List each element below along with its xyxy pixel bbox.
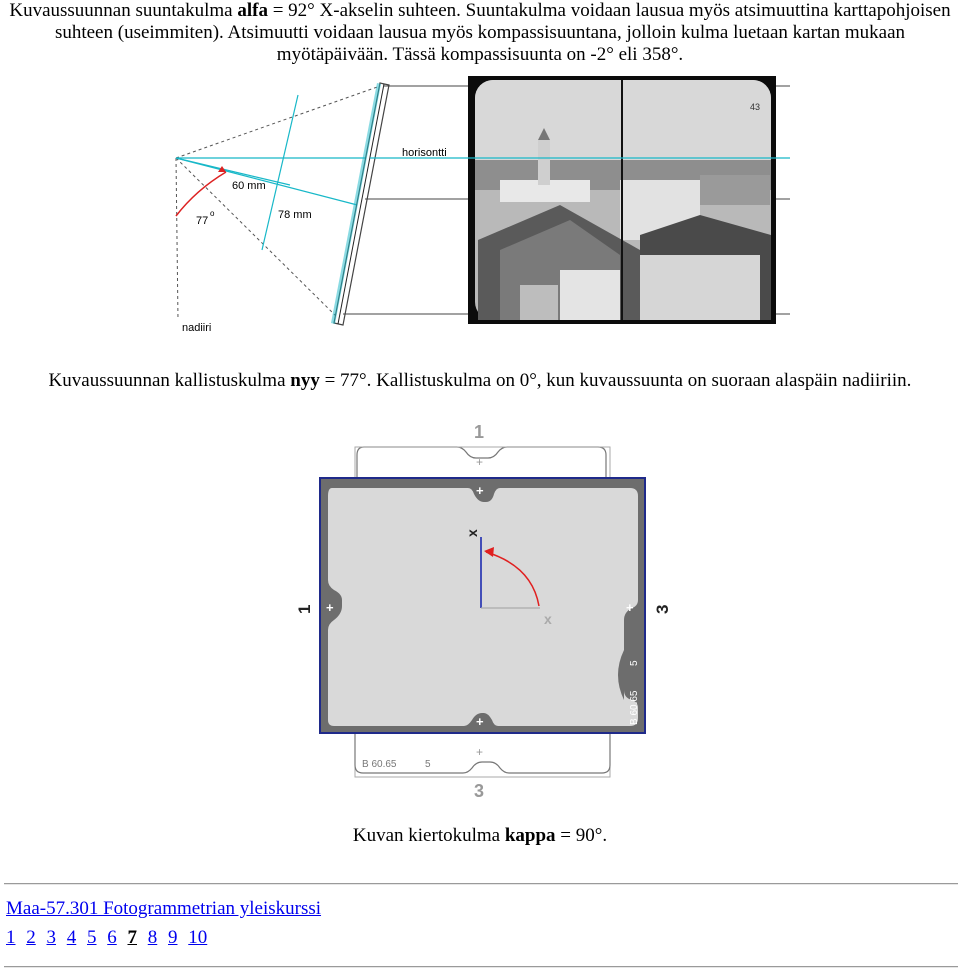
page-link-1[interactable]: 1 <box>6 927 16 948</box>
svg-text:+: + <box>476 745 484 759</box>
kappa-term: kappa <box>504 825 556 846</box>
divider-top <box>4 883 958 885</box>
divider-bottom <box>4 966 958 968</box>
tilt-paragraph <box>0 370 960 392</box>
frame-figure <box>0 410 960 810</box>
svg-text:+: + <box>476 714 484 729</box>
nadir-label: nadiiri <box>182 322 212 334</box>
svg-text:+: + <box>476 483 484 498</box>
svg-text:+: + <box>476 455 484 469</box>
bottom-number: 3 <box>474 781 485 801</box>
focal-60-label: 60 mm <box>232 180 266 192</box>
page-link-2[interactable]: 2 <box>26 927 36 948</box>
left-number: 1 <box>295 604 314 614</box>
intro-text-2: = 92° X-akselin suhteen. Suuntakulma voidaan lausua myös atsimuuttina karttapohjoisen suhteen (useimmiten). Atsimuutti voidaan lausua myös kompassisuuntana, jolloin kulma luetaan kartan mukaan myötäpäivään. Tässä kompassisuunta on -2° eli 358°. <box>54 0 951 65</box>
plate-number-vertical: 5 <box>629 660 640 666</box>
nyy-term: nyy <box>290 370 320 391</box>
svg-text:+: + <box>626 600 634 615</box>
page-link-5[interactable]: 5 <box>87 927 97 948</box>
tilt-text-1: Kuvaussuunnan kallistuskulma <box>48 370 291 391</box>
tilt-figure <box>0 70 960 345</box>
angle-77-label: 77 <box>196 215 209 227</box>
kappa-paragraph <box>0 825 960 847</box>
photo-corner-number: 43 <box>750 102 761 112</box>
page-link-4[interactable]: 4 <box>66 927 77 948</box>
city-photo <box>468 76 776 324</box>
x-axis-original-label: x <box>544 611 552 627</box>
page-link-7-current[interactable]: 7 <box>127 927 137 948</box>
top-number: 1 <box>474 422 485 442</box>
tilt-text-2: = 77°. Kallistuskulma on 0°, kun kuvaussuunta on suoraan alaspäin nadiiriin. <box>319 370 912 391</box>
kappa-text-2: = 90°. <box>555 825 608 846</box>
intro-text-1: Kuvaussuunnan suuntakulma <box>9 0 238 21</box>
page-link-3[interactable]: 3 <box>46 927 56 948</box>
right-number: 3 <box>653 604 672 614</box>
focal-78-label: 78 mm <box>278 209 312 221</box>
alfa-term: alfa <box>237 0 268 21</box>
svg-text:+: + <box>326 600 334 615</box>
page-link-6[interactable]: 6 <box>107 927 117 948</box>
page-navigation <box>6 927 213 949</box>
intro-paragraph <box>0 0 960 66</box>
plate-label-horizontal: B 60.65 <box>362 759 397 770</box>
page-link-9[interactable]: 9 <box>168 927 178 948</box>
plate-number-horizontal: 5 <box>425 759 431 770</box>
course-link[interactable]: Maa-57.301 Fotogrammetrian yleiskurssi <box>6 898 322 919</box>
page-link-8[interactable]: 8 <box>147 927 158 948</box>
page-link-10[interactable]: 10 <box>188 927 208 948</box>
kappa-text-1: Kuvan kiertokulma <box>352 825 505 846</box>
plate-label-vertical: B 60.65 <box>629 690 640 725</box>
x-axis-rotated-label: x <box>464 529 480 537</box>
degree-superscript: o <box>210 209 215 218</box>
horizon-label: horisontti <box>402 147 447 159</box>
